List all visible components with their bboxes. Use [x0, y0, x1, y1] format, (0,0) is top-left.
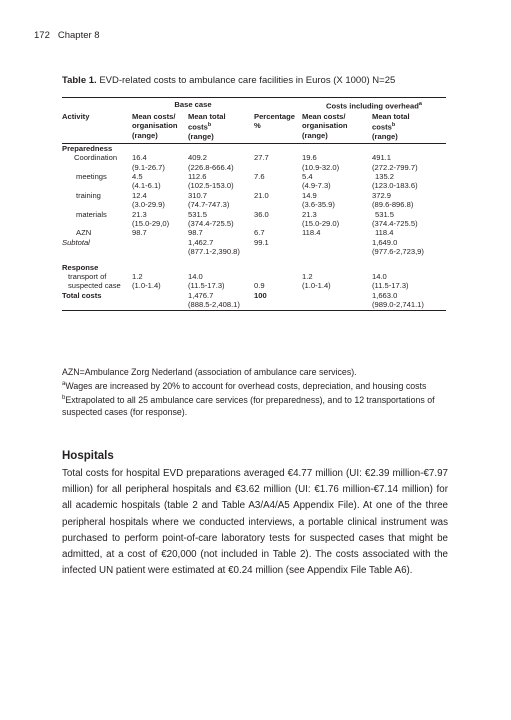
page-number: 172 [34, 30, 50, 41]
chapter-label: Chapter 8 [57, 30, 100, 41]
note-a: $^a$Wages are increased by 20% to account for overhead costs, depreciation, and housing costs [62, 381, 427, 392]
table-caption-text: EVD-related costs to ambulance care facilities in Euros (X 1000) N=25 [99, 75, 396, 86]
table-caption [62, 75, 395, 86]
header-group-row [62, 98, 446, 111]
header-columns-row [62, 111, 446, 143]
subtotal-row: Subtotal 1,462.7 (877.1-2,390.8) 99.1 1,649.0 (977.6-2,723,9) [62, 237, 424, 257]
group-base-case: Base case [132, 98, 254, 111]
col-mean-org-overhead: Mean costs/ organisation (range) [302, 111, 348, 140]
total-row: Total costs 1,476.7 (888.5-2,408.1) 100 1,663.0 (989.0-2,741.1) [62, 291, 446, 310]
table-label: Table 1. [62, 75, 97, 86]
section-heading: Hospitals [62, 450, 114, 462]
table-row: materials 21.3 (15.0-29,0) 531.5 (374.4-725.5) 36.0 21.3 (15.0-29.0) 531.5 (374.4-725.5) [76, 209, 418, 228]
note-abbrev: AZN=Ambulance Zorg Nederland (association of ambulance care services). [62, 367, 357, 377]
running-header [34, 30, 100, 41]
section-response: Response [62, 262, 99, 272]
table-row: meetings 4.5 (4.1-6.1) 112.6 (102.5-153.0) 7.6 5.4 (4.9-7.3) 135.2 (123.0-183.6) [76, 171, 418, 191]
col-mean-total-overhead: Mean total costs$^b$ (range) [372, 111, 410, 142]
section-preparedness: Preparedness [62, 143, 113, 153]
body-paragraph: Total costs for hospital EVD preparations averaged €4.77 million (UI: €2.39 million-€7.97 million) for all peripheral hospitals and €3.62 million (UI: €1.76 million-€7.14 million) for all academic hospitals (table 2 and Table A3/A4/A5 Appendix File). At one of the three peripheral hospitals where we conducted interviews, a portable clinical instrument was purchased to perform point-of-care laboratory tests for suspected cases that might be admitted, at a cost of €20,000 (not included in Table 2). The costs associated with the infected UN patient were estimated at €0.24 million (see Appendix File Table A6). [62, 468, 448, 577]
col-mean-org-base: Mean costs/ organisation (range) [132, 111, 178, 140]
group-overhead: Costs including overhead$^a$ [302, 98, 446, 111]
table-row: training 12.4 (3.0-29.9) 310.7 (74.7-747.3) 21.0 14.9 (3.6-35.9) 372.9 (89.6-896.8) [76, 190, 414, 210]
table-row: transport of suspected case 1.2 (1.0-1.4) 14.0 (11.5-17.3) 0.9 1.2 (1.0-1.4) 14.0 (11.5-17.3) [68, 271, 409, 291]
col-mean-total-base: Mean total costs$^b$ (range) [188, 111, 226, 142]
table-notes [62, 366, 448, 419]
col-percentage: Percentage % [254, 111, 295, 131]
table-row: Coordination 16.4 (9.1-26.7) 409.2 (226.8-666.4) 27.7 19.6 (10.9-32.0) 491.1 (272.2-799.7) [74, 153, 418, 172]
table-row: AZN 98.7 98.7 6.7 118.4 118.4 [76, 228, 394, 238]
col-activity: Activity [62, 111, 90, 121]
note-b: $^b$Extrapolated to all 25 ambulance care services (for preparedness), and to 12 transportations of suspected cases (for response). [62, 395, 435, 418]
cost-table [62, 97, 446, 311]
